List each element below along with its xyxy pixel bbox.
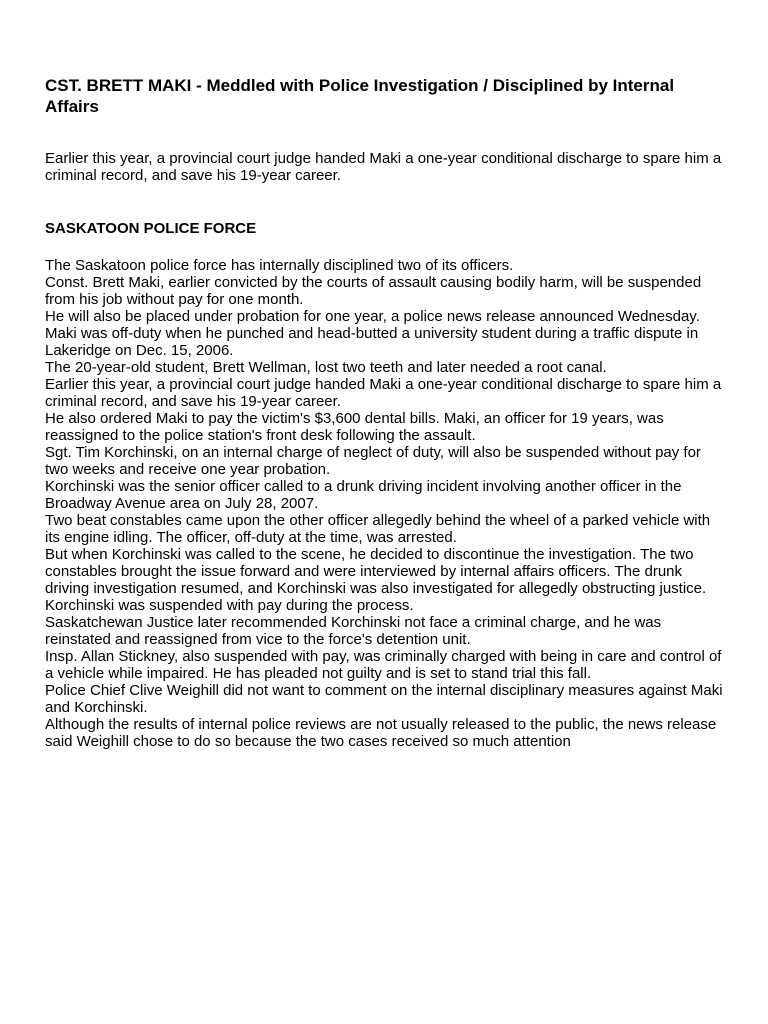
document-title: CST. BRETT MAKI - Meddled with Police Investigation / Disciplined by Internal Affairs xyxy=(45,76,675,116)
article-paragraph: The 20-year-old student, Brett Wellman, lost two teeth and later needed a root canal. xyxy=(45,359,607,376)
section-heading: SASKATOON POLICE FORCE xyxy=(45,220,257,237)
article-paragraph: Const. Brett Maki, earlier convicted by the courts of assault causing bodily harm, will be suspended from his job without pay for one month. xyxy=(45,274,702,308)
article-paragraph: Korchinski was the senior officer called to a drunk driving incident involving another officer in the Broadway Avenue area on July 28, 2007. xyxy=(45,478,682,512)
intro-paragraph: Earlier this year, a provincial court judge handed Maki a one-year conditional discharge to spare him a criminal record, and save his 19-year career. xyxy=(45,150,722,184)
article-paragraph: Earlier this year, a provincial court judge handed Maki a one-year conditional discharge to spare him a criminal record, and save his 19-year career. xyxy=(45,376,722,410)
article-paragraph: Korchinski was suspended with pay during the process. xyxy=(45,597,414,614)
article-paragraph: Police Chief Clive Weighill did not want to comment on the internal disciplinary measures against Maki and Korchinski. xyxy=(45,682,723,716)
article-body xyxy=(45,257,725,750)
article-paragraph: The Saskatoon police force has internally disciplined two of its officers. xyxy=(45,257,514,274)
article-paragraph: Sgt. Tim Korchinski, on an internal charge of neglect of duty, will also be suspended without pay for two weeks and receive one year probation. xyxy=(45,444,701,478)
article-paragraph: He also ordered Maki to pay the victim's $3,600 dental bills. Maki, an officer for 19 years, was reassigned to the police station's front desk following the assault. xyxy=(45,410,664,444)
article-paragraph: But when Korchinski was called to the scene, he decided to discontinue the investigation. The two constables brought the issue forward and were interviewed by internal affairs officers. The drunk driving investigation resumed, and Korchinski was also investigated for allegedly obstructing justice. xyxy=(45,546,707,597)
article-paragraph: Saskatchewan Justice later recommended Korchinski not face a criminal charge, and he was reinstated and reassigned from vice to the force's detention unit. xyxy=(45,614,662,648)
article-paragraph: Two beat constables came upon the other officer allegedly behind the wheel of a parked vehicle with its engine idling. The officer, off-duty at the time, was arrested. xyxy=(45,512,711,546)
article-paragraph: Maki was off-duty when he punched and head-butted a university student during a traffic dispute in Lakeridge on Dec. 15, 2006. xyxy=(45,325,699,359)
article-paragraph: Insp. Allan Stickney, also suspended with pay, was criminally charged with being in care and control of a vehicle while impaired. He has pleaded not guilty and is set to stand trial this fall. xyxy=(45,648,722,682)
article-paragraph: He will also be placed under probation for one year, a police news release announced Wednesday. xyxy=(45,308,700,325)
article-paragraph: Although the results of internal police reviews are not usually released to the public, the news release said Weighill chose to do so because the two cases received so much attention xyxy=(45,716,717,750)
